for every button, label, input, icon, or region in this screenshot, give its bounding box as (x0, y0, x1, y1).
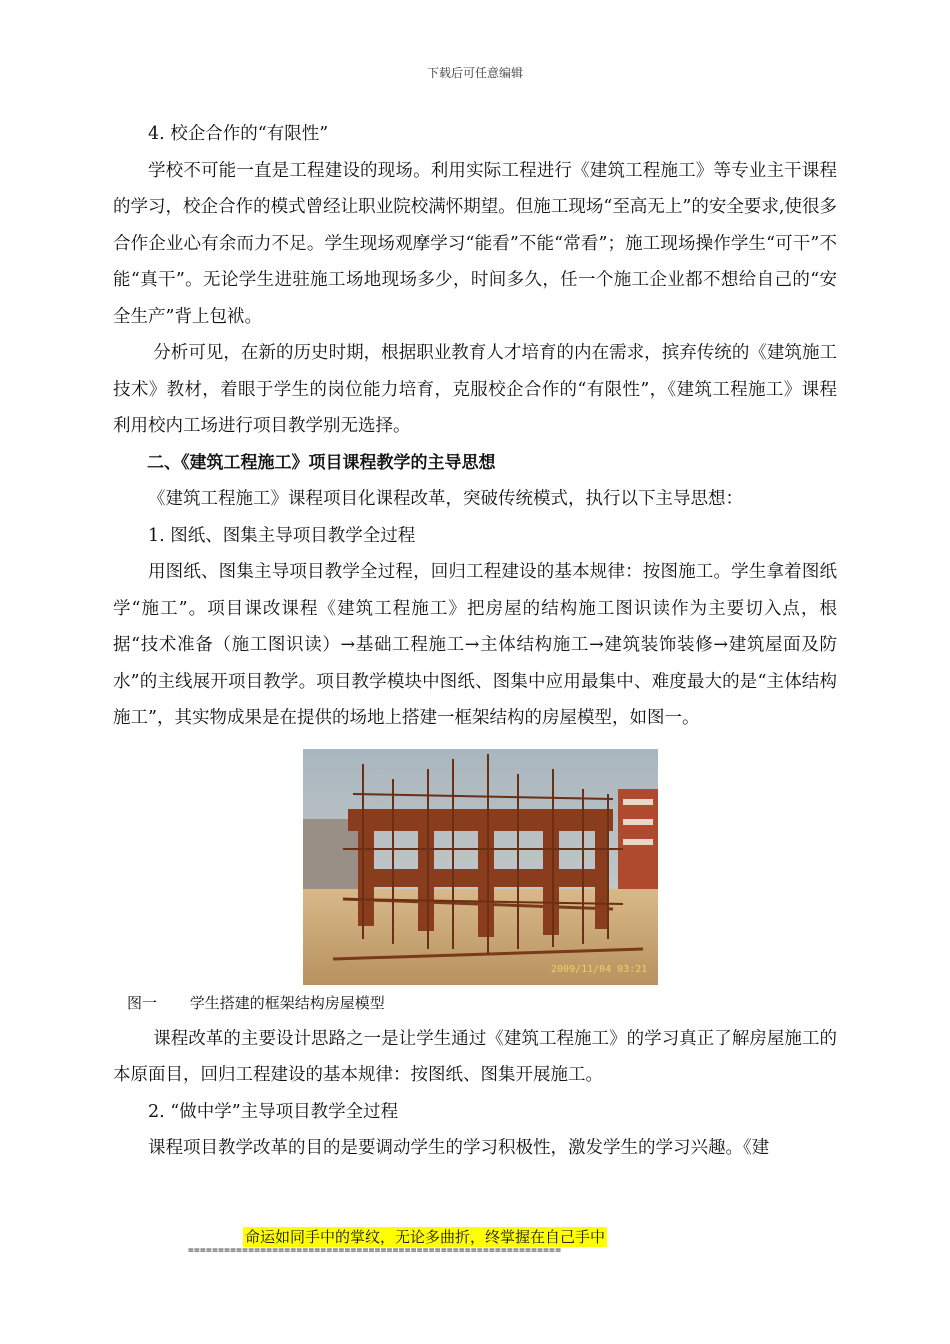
footer-rule: ============================================================== (188, 1245, 562, 1256)
document-body (113, 116, 837, 1167)
footer-motto: 命运如同手中的掌纹，无论多曲折，终掌握在自己手中 (245, 1228, 606, 1246)
subsection-heading-2: 2. “做中学”主导项目教学全过程 (148, 1101, 399, 1122)
page-header: 下载后可任意编辑 (426, 66, 523, 80)
figure-photo (303, 749, 658, 985)
paragraph: 分析可见，在新的历史时期，根据职业教育人才培育的内在需求，摈弃传统的《建筑施工技术》教材，着眼于学生的岗位能力培育，克服校企合作的“有限性”，《建筑工程施工》课程利用校内工场进行项目教学别无选择。 (113, 343, 837, 436)
photo-timestamp: 2009/11/04 03:21 (551, 963, 648, 975)
paragraph: 《建筑工程施工》课程项目化课程改革，突破传统模式，执行以下主导思想： (148, 489, 743, 509)
paragraph: 用图纸、图集主导项目教学全过程，回归工程建设的基本规律：按图施工。学生拿着图纸学“施工”。项目课改课程《建筑工程施工》把房屋的结构施工图识读作为主要切入点，根据“技术准备（施工图识读）→基础工程施工→主体结构施工→建筑装饰装修→建筑屋面及防水”的主线展开项目教学。项目教学模块中图纸、图集中应用最集中、难度最大的是“主体结构施工”，其实物成果是在提供的场地上搭建一框架结构的房屋模型，如图一。 (113, 562, 837, 728)
subsection-heading-1: 1. 图纸、图集主导项目教学全过程 (148, 525, 416, 546)
construction-photo (303, 749, 658, 985)
paragraph: 课程项目教学改革的目的是要调动学生的学习积极性，激发学生的学习兴趣。《建 (148, 1138, 770, 1158)
figure-label: 图一 (127, 993, 158, 1012)
section-heading-4: 4. 校企合作的“有限性” (148, 124, 329, 144)
section-heading-2: 二、《建筑工程施工》项目课程教学的主导思想 (147, 452, 496, 473)
paragraph: 课程改革的主要设计思路之一是让学生通过《建筑工程施工》的学习真正了解房屋施工的本原面目，回归工程建设的基本规律：按图纸、图集开展施工。 (113, 1028, 837, 1085)
figure-caption-text: 学生搭建的框架结构房屋模型 (189, 993, 385, 1012)
paragraph: 学校不可能一直是工程建设的现场。利用实际工程进行《建筑工程施工》等专业主干课程的学习，校企合作的模式曾经让职业院校满怀期望。但施工现场“至高无上”的安全要求,使很多合作企业心有余而力不足。学生现场观摩学习“能看”不能“常看”；施工现场操作学生“可干”不能“真干”。无论学生进驻施工场地现场多少，时间多久，任一个施工企业都不想给自己的“安全生产”背上包袱。 (113, 160, 837, 327)
figure-caption (113, 985, 837, 1021)
